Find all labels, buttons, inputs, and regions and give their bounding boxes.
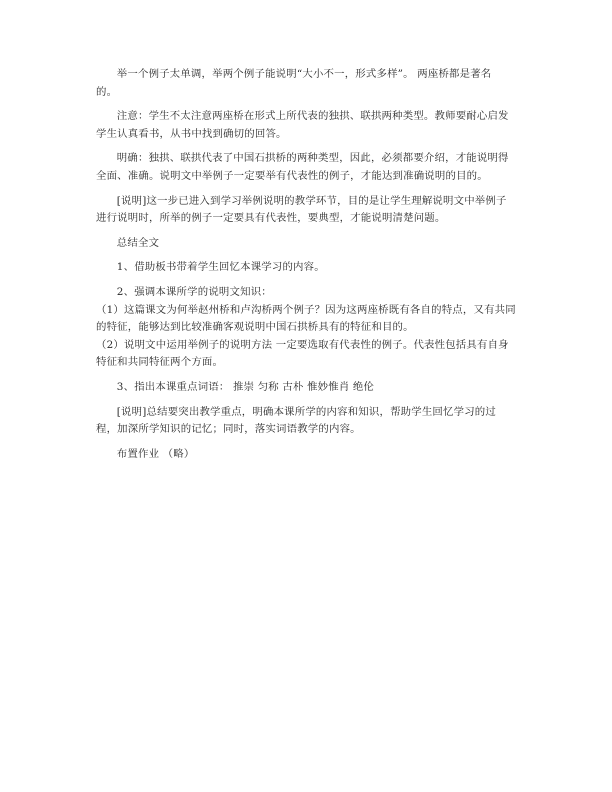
text-line: 明确：独拱、联拱代表了中国石拱桥的两种类型，因此，必须都要介绍，才能说明得 <box>116 152 509 165</box>
list-item-key-words: 3、指出本课重点词语： 推崇 匀称 古朴 惟妙惟肖 绝伦 <box>116 380 375 393</box>
text-line: 学生认真看书，从书中找到确切的回答。 <box>96 127 287 140</box>
paragraph-explanation <box>96 193 520 228</box>
paragraph-note <box>96 108 520 143</box>
list-item-review: 1、借助板书带着学生回忆本课学习的内容。 <box>116 261 325 274</box>
text-line: （1）这篇课文为何举赵州桥和卢沟桥两个例子？因为这两座桥既有各自的特点，又有共同 <box>96 303 516 316</box>
list-item-emphasize: 2、强调本课所学的说明文知识： <box>116 285 272 298</box>
text-line: 进行说明时，所举的例子一定要具有代表性，要典型，才能说明清楚问题。 <box>96 212 446 225</box>
sub-item-1 <box>96 302 520 337</box>
text-line: 注意：学生不太注意两座桥在形式上所代表的独拱、联拱两种类型。教师要耐心启发 <box>116 110 509 123</box>
text-line: [说明]这一步已进入到学习举例说明的教学环节，目的是让学生理解说明文中举例子 <box>116 194 507 207</box>
paragraph-clarify <box>96 150 520 185</box>
section-heading-homework: 布置作业 （略） <box>116 447 195 460</box>
text-line: 举一个例子太单调，举两个例子能说明“大小不一，形式多样”。 两座桥都是著名 <box>116 68 492 80</box>
text-line: 程，加深所学知识的记忆；同时，落实词语教学的内容。 <box>96 423 361 436</box>
paragraph-examples-reason <box>96 66 520 101</box>
sub-item-2 <box>96 337 520 372</box>
text-line: 特征和共同特征两个方面。 <box>96 356 224 369</box>
paragraph-summary-explanation <box>96 404 520 439</box>
text-line: （2）说明文中运用举例子的说明方法 一定要选取有代表性的例子。代表性包括具有自身 <box>96 338 509 351</box>
section-heading-summary: 总结全文 <box>116 236 160 249</box>
text-line: [说明]总结要突出教学重点，明确本课所学的内容和知识，帮助学生回忆学习的过 <box>116 405 496 418</box>
text-line: 全面、准确。说明文中举例子一定要举有代表性的例子，才能达到准确说明的目的。 <box>96 169 488 182</box>
text-line: 的特征，能够达到比较准确客观说明中国石拱桥具有的特征和目的。 <box>96 321 414 334</box>
text-line: 的。 <box>96 85 118 98</box>
document-body <box>96 66 520 470</box>
